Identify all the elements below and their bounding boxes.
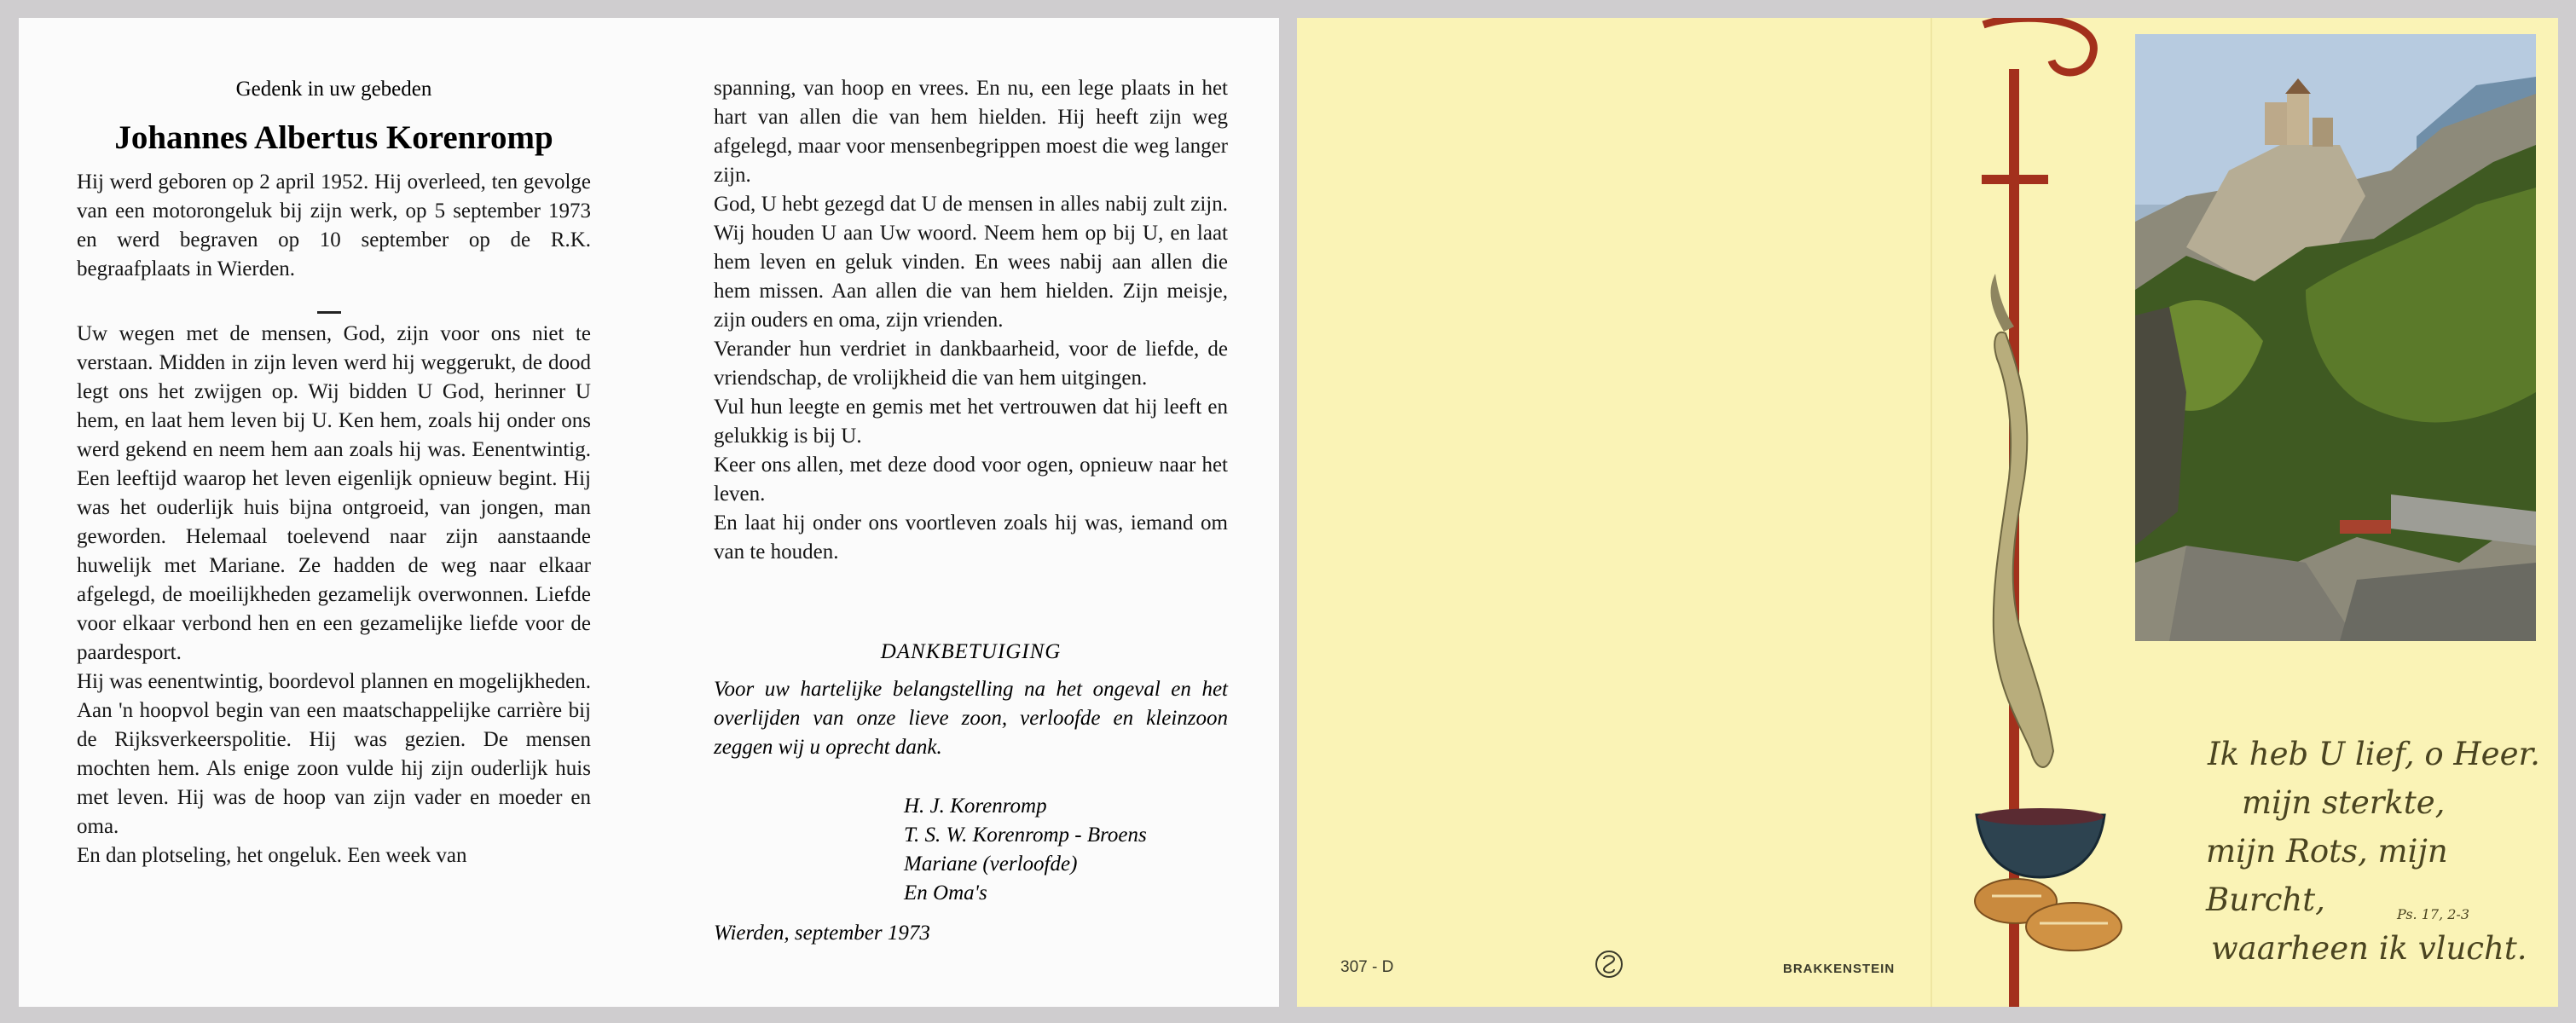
- body-paragraph: En dan plotseling, het ongeluk. Een week van: [77, 844, 467, 867]
- card-code: 307 - D: [1340, 958, 1394, 976]
- signer: En Oma's: [904, 881, 987, 905]
- separator-dash: [317, 311, 341, 314]
- intro-paragraph: [77, 168, 591, 284]
- publisher-logo-icon: [1595, 950, 1624, 979]
- body-paragraph: spanning, van hoop en vrees. En nu, een lege plaats in het hart van allen die van hem hielden. Hij heeft zijn weg afgelegd, maar voor mensenbegrippen moest die weg langer zijn.: [714, 77, 1228, 187]
- cross-fish-chalice-emblem: [1971, 18, 2142, 1007]
- body-paragraph: Verander hun verdriet in dankbaarheid, voor de liefde, de vriendschap, de vrolijkheid die van hem uitgingen.: [714, 338, 1228, 390]
- verse-line: mijn Rots, mijn Burcht,: [2206, 833, 2448, 918]
- verse-line: Ik heb U lief, o Heer.: [2208, 736, 2540, 772]
- body-paragraph: Hij was eenentwintig, boordevol plannen en mogelijkheden. Aan 'n hoopvol begin van een maatschappelijke carrière bij de Rijksverkeerspolitie. Hij was gezien. De mensen mochten hem. Als enige zoon vulde hij zijn ouderlijk huis met leven. Hij was de hoop van zijn vader en moeder en oma.: [77, 670, 591, 838]
- intro-text: Hij werd geboren op 2 april 1952. Hij overleed, ten gevolge van een motorongeluk bij zijn werk, op 5 september 1973 en werd begraven op 10 september op de R.K. begraafplaats in Wierden.: [77, 170, 591, 280]
- body-paragraph: Vul hun leegte en gemis met het vertrouwen dat hij leeft en gelukkig is bij U.: [714, 396, 1228, 448]
- signers-list: [904, 792, 1147, 908]
- body-column-1: [77, 320, 591, 870]
- signer: H. J. Korenromp: [904, 795, 1047, 818]
- signer: Mariane (verloofde): [904, 852, 1078, 876]
- verse-line: waarheen ik vlucht.: [2211, 930, 2527, 967]
- castle-landscape-photo: [2135, 34, 2536, 641]
- bread-loaf: [2026, 903, 2122, 951]
- body-paragraph: God, U hebt gezegd dat U de mensen in alles nabij zult zijn. Wij houden U aan Uw woord. Neem hem op bij U, en laat hem leven en geluk vinden. En wees nabij aan allen die hem missen. Aan allen die van hem hielden. Zijn meisje, zijn ouders en oma, zijn vrienden.: [714, 193, 1228, 332]
- psalm-verse: [2201, 730, 2558, 973]
- cross-bar: [1982, 175, 2048, 184]
- publisher-name: BRAKKENSTEIN: [1783, 962, 1896, 976]
- prayer-card-text-side: [19, 18, 1279, 1007]
- body-paragraph: En laat hij onder ons voortleven zoals hij was, iemand om van te houden.: [714, 512, 1228, 564]
- thanks-text: Voor uw hartelijke belangstelling na het ongeval en het overlijden van onze lieve zoon, verloofde en kleinzoon zeggen wij u oprecht dank.: [714, 678, 1228, 759]
- signer: T. S. W. Korenromp - Broens: [904, 824, 1147, 847]
- place-date: Wierden, september 1973: [714, 922, 930, 945]
- fold-line: [1931, 18, 1932, 1007]
- prayer-card-image-side: [1297, 18, 2558, 1007]
- card-heading: Gedenk in uw gebeden: [235, 78, 432, 101]
- chalice-wine: [1977, 808, 2104, 825]
- thanks-title: DANKBETUIGING: [880, 640, 1062, 663]
- fish: [1994, 332, 2053, 767]
- chi-rho-loop: [1983, 18, 2093, 72]
- body-paragraph: Uw wegen met de mensen, God, zijn voor ons niet te verstaan. Midden in zijn leven werd hij weggerukt, de dood legt ons het zwijgen op. Wij bidden U God, herinner U hem, en laat hem leven bij U. Ken hem, zoals hij onder ons werd gekend en neem hem aan zoals hij was. Eenentwintig. Een leeftijd waarop het leven eigenlijk opnieuw begint. Hij was het ouderlijk huis bijna ontgroeid, van jongen, man geworden. Helemaal toelevend naar zijn aanstaande huwelijk met Mariane. Ze hadden de weg naar elkaar afgelegd, de moeilijkheden gezamelijk overwonnen. Liefde voor elkaar verbond hen en een gezamelijke liefde voor de paardesport.: [77, 322, 591, 664]
- psalm-reference: Ps. 17, 2-3: [2397, 906, 2470, 922]
- verse-line: mijn sterkte,: [2242, 784, 2446, 821]
- body-column-2: [714, 74, 1228, 567]
- body-paragraph: Keer ons allen, met deze dood voor ogen, opnieuw naar het leven.: [714, 454, 1228, 506]
- deceased-name: Johannes Albertus Korenromp: [114, 119, 553, 156]
